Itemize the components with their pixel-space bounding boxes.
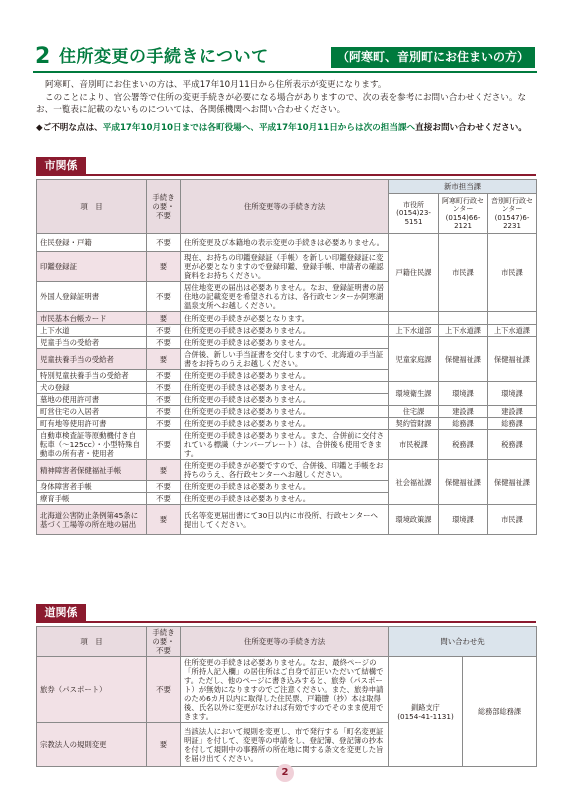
department-cell: 保健福祉課	[488, 337, 537, 382]
col-header-required: 手続きの要・不要	[147, 180, 181, 234]
table-row	[37, 418, 537, 430]
required-cell: 不要	[147, 394, 181, 406]
item-cell: 印鑑登録証	[37, 252, 147, 282]
intro-paragraph-2: このことにより、官公署等で住所の変更手続きが必要になる場合がありますので、次の表を参考にお問い合わせください。なお、一覧表に記載のないものについては、各関係機関へお問い合わせください。	[36, 92, 527, 115]
city-section-label: 市関係	[36, 157, 86, 175]
method-cell: 住所変更の手続きは必要ありません。	[181, 325, 389, 337]
office-name: 市役所	[403, 200, 424, 209]
department-cell: 環境衛生課	[389, 382, 439, 406]
item-cell: 墓地の使用許可書	[37, 394, 147, 406]
method-cell: 住所変更の手続きは必要ありません。また、合併前に交付されている標識（ナンバープレート）は、合併後も使用できます。	[181, 430, 389, 460]
department-cell: 環境課	[439, 505, 488, 535]
department-cell: 環境課	[488, 382, 537, 406]
method-cell: 住所変更の手続きは必要ありません。	[181, 493, 389, 505]
required-cell: 不要	[147, 234, 181, 252]
required-cell: 要	[147, 723, 181, 767]
method-cell: 住所変更の手続きは必要ありません。	[181, 481, 389, 493]
contact-note	[36, 122, 536, 135]
method-cell: 現在、お持ちの印鑑登録証（手帳）を新しい印鑑登録証に変更が必要となりますので登録印鑑、登録手帳、申請者の確認資料をお持ちください。	[181, 252, 389, 282]
department-cell: 市民税課	[389, 430, 439, 460]
prefecture-section-label: 道関係	[36, 604, 86, 622]
method-cell: 住所変更の手続きは必要ありません。	[181, 406, 389, 418]
item-cell: 町営住宅の入居者	[37, 406, 147, 418]
item-cell: 市民基本台帳カード	[37, 312, 147, 325]
page-title-bar	[33, 44, 537, 70]
department-cell: 総務課	[488, 418, 537, 430]
required-cell: 不要	[147, 493, 181, 505]
department-cell: 保健福祉課	[439, 460, 488, 505]
office-header-onbetsu	[488, 194, 537, 234]
department-cell: 市民課	[439, 234, 488, 312]
table-row	[37, 234, 537, 252]
page-title: 住所変更の手続きについて	[59, 47, 269, 67]
col-header-item: 項 目	[37, 180, 147, 234]
method-cell: 住所変更の手続きは必要ありません。なお、最終ページの「所持人記入欄」の居住所はご自身で訂正いただいて結構です。ただし、他のページに書き込みすると、旅券（パスポート）が無効になりますのでご注意ください。また、旅券申請のため6カ月以内に取得した住民票、戸籍謄（抄）本は取得後、氏名以外に変更がなければ有効ですのでそのまま使用できます。	[181, 657, 389, 723]
intro-paragraph-1: 阿寒町、音別町にお住まいの方は、平成17年10月11日から住所表示が変更になります。	[45, 80, 387, 90]
item-cell: 特別児童扶養手当の受給者	[37, 370, 147, 382]
department-cell: 市民課	[488, 234, 537, 312]
required-cell: 不要	[147, 325, 181, 337]
required-cell: 不要	[147, 337, 181, 349]
department-cell: 上下水道部	[389, 325, 439, 337]
item-cell: 宗教法人の規則変更	[37, 723, 147, 767]
item-cell: 自動車検査証等原動機付き自転車（～125cc）・小型特殊自動車の所有者・使用者	[37, 430, 147, 460]
department-cell: 上下水道課	[439, 325, 488, 337]
office-header-akan	[439, 194, 488, 234]
office-name: 阿寒町行政センター	[442, 196, 484, 213]
col-header-method: 住所変更等の手続き方法	[181, 627, 389, 657]
page-number: 2	[276, 764, 294, 782]
item-cell: 犬の登録	[37, 382, 147, 394]
department-cell	[439, 312, 488, 325]
note-highlight: 平成17年10月10日までは各町役場へ、平成17年10月11日からは次の担当課へ	[102, 123, 416, 133]
contact-office-cell	[389, 657, 463, 767]
item-cell: 住民登録・戸籍	[37, 234, 147, 252]
method-cell: 住所変更の手続きが必要となります。	[181, 312, 389, 325]
method-cell: 住所変更の手続きが必要ですので、合併後、印鑑と手帳をお持ちのうえ、各行政センターへお越しください。	[181, 460, 389, 481]
required-cell: 不要	[147, 657, 181, 723]
department-cell: 建設課	[439, 406, 488, 418]
required-cell: 要	[147, 349, 181, 370]
item-cell: 療育手帳	[37, 493, 147, 505]
item-cell: 北海道公害防止条例第45条に基づく工場等の所在地の届出	[37, 505, 147, 535]
department-cell: 税務課	[439, 430, 488, 460]
department-cell: 住宅課	[389, 406, 439, 418]
table-row	[37, 325, 537, 337]
section-number: 2	[35, 44, 51, 69]
city-section-divider	[36, 174, 536, 176]
required-cell: 不要	[147, 406, 181, 418]
department-cell: 総務課	[439, 418, 488, 430]
note-lead: ◆ご不明な点は、	[36, 123, 103, 133]
method-cell: 住所変更の手続きは必要ありません。	[181, 394, 389, 406]
item-cell: 外国人登録証明書	[37, 282, 147, 312]
col-header-method: 住所変更等の手続き方法	[181, 180, 389, 234]
contact-name: 釧路支庁	[411, 702, 440, 712]
prefecture-procedures-table	[36, 626, 537, 767]
office-tel: (01547)6-2231	[494, 213, 530, 230]
department-cell: 環境課	[439, 382, 488, 406]
department-cell: 戸籍住民課	[389, 234, 439, 312]
office-header-city-hall	[389, 194, 439, 234]
required-cell: 要	[147, 252, 181, 282]
required-cell: 不要	[147, 382, 181, 394]
method-cell: 居住地変更の届出は必要ありません。なお、登録証明書の居住地の記載変更を希望される方は、各行政センターか阿寒湖温泉支所へお越しください。	[181, 282, 389, 312]
item-cell: 旅券（パスポート）	[37, 657, 147, 723]
department-cell: 社会福祉課	[389, 460, 439, 505]
office-tel: (0154)23-5151	[396, 209, 431, 226]
table-row	[37, 657, 537, 723]
department-cell: 市民課	[488, 505, 537, 535]
note-tail: 直接お問い合わせください。	[415, 123, 527, 133]
col-header-contact: 問い合わせ先	[389, 627, 537, 657]
prefecture-section-divider	[36, 621, 536, 623]
department-cell: 保健福祉課	[439, 337, 488, 382]
table-row	[37, 382, 537, 394]
department-cell: 児童家庭課	[389, 337, 439, 382]
method-cell: 住所変更の手続きは必要ありません。	[181, 382, 389, 394]
required-cell: 不要	[147, 418, 181, 430]
item-cell: 児童扶養手当の受給者	[37, 349, 147, 370]
table-row	[37, 312, 537, 325]
department-cell	[488, 312, 537, 325]
method-cell: 住所変更の手続きは必要ありません。	[181, 370, 389, 382]
department-cell: 税務課	[488, 430, 537, 460]
contact-tel: (0154-41-1131)	[397, 711, 454, 721]
table-row	[37, 505, 537, 535]
department-cell	[389, 312, 439, 325]
department-cell: 上下水道課	[488, 325, 537, 337]
required-cell: 要	[147, 460, 181, 481]
col-header-item: 項 目	[37, 627, 147, 657]
department-cell: 契約管財課	[389, 418, 439, 430]
page-subtitle: （阿寒町、音別町にお住まいの方）	[331, 47, 535, 68]
table-row	[37, 406, 537, 418]
required-cell: 要	[147, 505, 181, 535]
department-cell: 建設課	[488, 406, 537, 418]
item-cell: 児童手当の受給者	[37, 337, 147, 349]
method-cell: 住所変更の手続きは必要ありません。	[181, 418, 389, 430]
title-divider	[33, 71, 537, 73]
required-cell: 不要	[147, 282, 181, 312]
department-cell: 保健福祉課	[488, 460, 537, 505]
method-cell: 合併後、新しい手当証書を交付しますので、北海道の手当証書をお持ちのうえお越しください。	[181, 349, 389, 370]
office-name: 音別町行政センター	[491, 196, 533, 213]
contact-dept-cell: 総務部総務課	[463, 657, 537, 767]
table-row	[37, 337, 537, 349]
table-row	[37, 430, 537, 460]
method-cell: 当該法人において規則を変更し、市で発行する「町名変更証明証」を付して、変更等の申請をし、登記簿、登記簿の抄本を付して規則中の事務所の所在地に関する条文を変更した旨を届け出てください。	[181, 723, 389, 767]
required-cell: 要	[147, 312, 181, 325]
required-cell: 不要	[147, 481, 181, 493]
table-row	[37, 460, 537, 481]
city-procedures-table	[36, 179, 537, 535]
item-cell: 身体障害者手帳	[37, 481, 147, 493]
item-cell: 精神障害者保健福祉手帳	[37, 460, 147, 481]
method-cell: 住所変更及び本籍地の表示変更の手続きは必要ありません。	[181, 234, 389, 252]
item-cell: 上下水道	[37, 325, 147, 337]
item-cell: 町有地等使用許可書	[37, 418, 147, 430]
method-cell: 氏名等変更届出書にて30日以内に市役所、行政センターへ提出してください。	[181, 505, 389, 535]
col-header-new-city: 新市担当課	[389, 180, 537, 194]
office-tel: (0154)66-2121	[445, 213, 481, 230]
intro-text	[36, 79, 536, 117]
method-cell: 住所変更の手続きは必要ありません。	[181, 337, 389, 349]
col-header-required: 手続きの要・不要	[147, 627, 181, 657]
required-cell: 不要	[147, 370, 181, 382]
required-cell: 不要	[147, 430, 181, 460]
department-cell: 環境政策課	[389, 505, 439, 535]
